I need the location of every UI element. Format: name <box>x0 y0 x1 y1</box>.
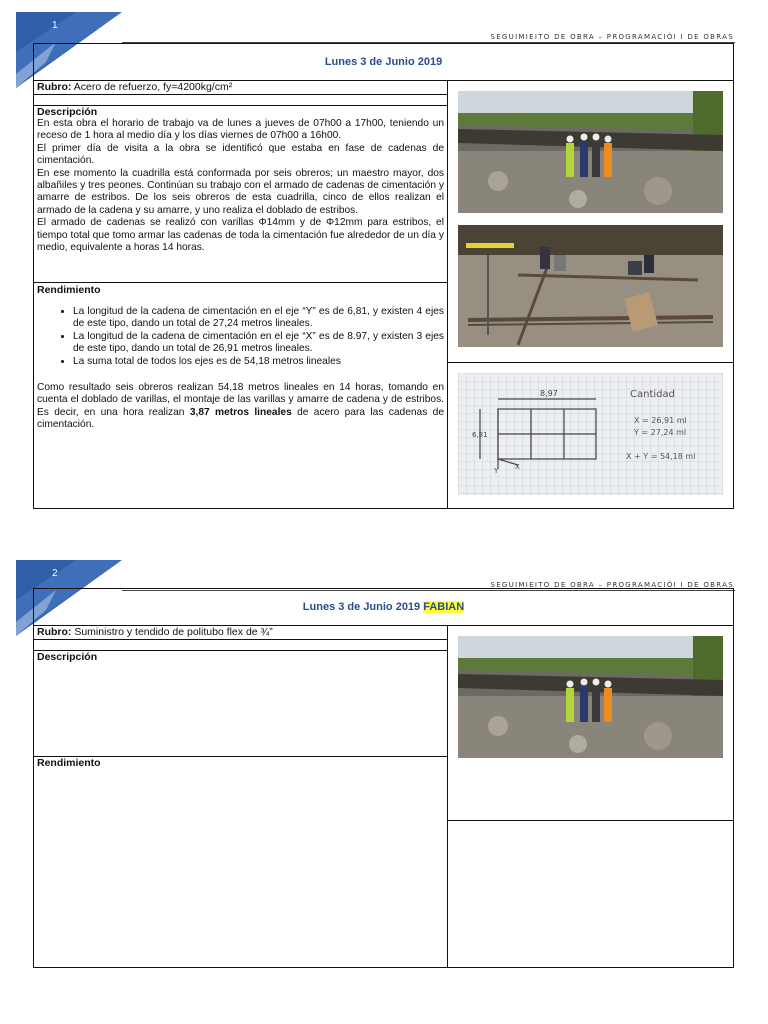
sketch-x-line: X = 26,91 ml <box>634 416 687 425</box>
descripcion-paragraph: En ese momento la cuadrilla está conformada por seis obreros; un maestro mayor, dos albañiles y tres peones. Continúan su trabajo con el armado de cadenas de cimentación y amarre de estribos. De los seis obreros de esta cuadrilla, cinco de ellos realizan el armado de la cadena y su amarre, y uno realiza el doblado de estribos. <box>37 167 444 216</box>
sketch-y-line: Y = 27,24 ml <box>634 428 687 437</box>
rubro-label: Rubro: <box>37 81 72 93</box>
conclusion-text: Como resultado seis obreros realizan 54,18 metros lineales en 14 horas, tomando en cuenta el doblado de varillas, el montaje de las varillas y amarre de cadena y de estribos. Es decir, en una hora realizan <box>37 382 444 418</box>
descripcion-label: Descripción <box>37 651 98 663</box>
rendimiento-section <box>34 757 447 769</box>
header-title: SEGUIMIEITO DE OBRA – PROGRAMACIÓI I DE OBRAS <box>490 33 734 41</box>
report-page-2 <box>0 548 768 988</box>
rubro-value: Suministro y tendido de politubo flex de ¾” <box>74 626 273 638</box>
report-frame <box>33 588 734 968</box>
image-divider <box>447 362 733 363</box>
report-date: Lunes 3 de Junio 2019 <box>302 601 421 613</box>
sketch-x-label: X <box>515 463 520 471</box>
report-date: Lunes 3 de Junio 2019 <box>324 56 443 68</box>
report-title <box>34 44 733 81</box>
conclusion-text-end: de acero para las cadenas de cimentación. <box>37 406 444 431</box>
header-title: SEGUIMIEITO DE OBRA – PROGRAMACIÓI I DE OBRAS <box>490 581 734 589</box>
descripcion-text <box>34 118 447 254</box>
content-column <box>34 625 448 967</box>
rendimiento-conclusion <box>37 382 444 432</box>
content-column <box>34 80 448 508</box>
rendimiento-bullet: • La longitud de la cadena de cimentación en el eje “Y” es de 6,81, y existen 4 ejes de este tipo, dando un total de 27,24 metros lineales. <box>73 306 444 331</box>
rubro-value: Acero de refuerzo, fy=4200kg/cm² <box>73 81 233 93</box>
sketch-y-label: Y <box>494 467 499 475</box>
rendimiento-text <box>34 306 447 432</box>
spacer-row <box>34 95 447 106</box>
image-column <box>447 625 733 967</box>
image-column <box>447 80 733 508</box>
descripcion-section <box>34 651 447 757</box>
conclusion-bold: 3,87 metros lineales <box>189 406 292 418</box>
image-divider <box>447 820 733 821</box>
sketch-photo <box>458 373 723 495</box>
rendimiento-section <box>34 284 447 432</box>
sketch-cantidad: Cantidad <box>630 389 675 400</box>
sketch-top-dim: 8,97 <box>540 389 558 398</box>
site-photo-workers <box>458 91 723 213</box>
page-number: 2 <box>52 568 58 579</box>
report-title <box>34 589 733 626</box>
site-photo-rebar <box>458 225 723 347</box>
report-frame <box>33 43 734 509</box>
spacer-row <box>34 640 447 651</box>
rendimiento-label: Rendimiento <box>37 757 101 769</box>
sketch-side-dim: 6,81 <box>472 431 488 439</box>
rubro-row <box>34 80 447 95</box>
descripcion-paragraph: En esta obra el horario de trabajo va de lunes a jueves de 07h00 a 17h00, teniendo un receso de 1 hora al medio día y los días viernes de 07h00 a 16h00. <box>37 118 444 142</box>
descripcion-section <box>34 106 447 283</box>
rubro-row <box>34 625 447 640</box>
sketch-sum-line: X + Y = 54,18 ml <box>626 452 696 461</box>
site-photo-workers <box>458 636 723 758</box>
rubro-label: Rubro: <box>37 626 72 638</box>
descripcion-label: Descripción <box>37 106 98 118</box>
rendimiento-bullet: • La longitud de la cadena de cimentación en el eje “X” es de 8.97, y existen 3 ejes de este tipo, dando un total de 26,91 metros lineales. <box>73 331 444 356</box>
descripcion-paragraph: El armado de cadenas se realizó con varillas Φ14mm y de Φ12mm para estribos, el tiempo total que tomo armar las cadenas de toda la cimentación fue alrededor de un día y medio, equivalente a horas 14 horas. <box>37 217 444 254</box>
descripcion-paragraph: El primer día de visita a la obra se identificó que estaba en fase de cadenas de cimentación. <box>37 142 444 167</box>
rendimiento-label: Rendimiento <box>37 284 101 296</box>
title-highlight: FABIAN <box>423 601 465 613</box>
rendimiento-bullet: • La suma total de todos los ejes es de 54,18 metros lineales <box>73 356 444 368</box>
page-number: 1 <box>52 20 58 31</box>
